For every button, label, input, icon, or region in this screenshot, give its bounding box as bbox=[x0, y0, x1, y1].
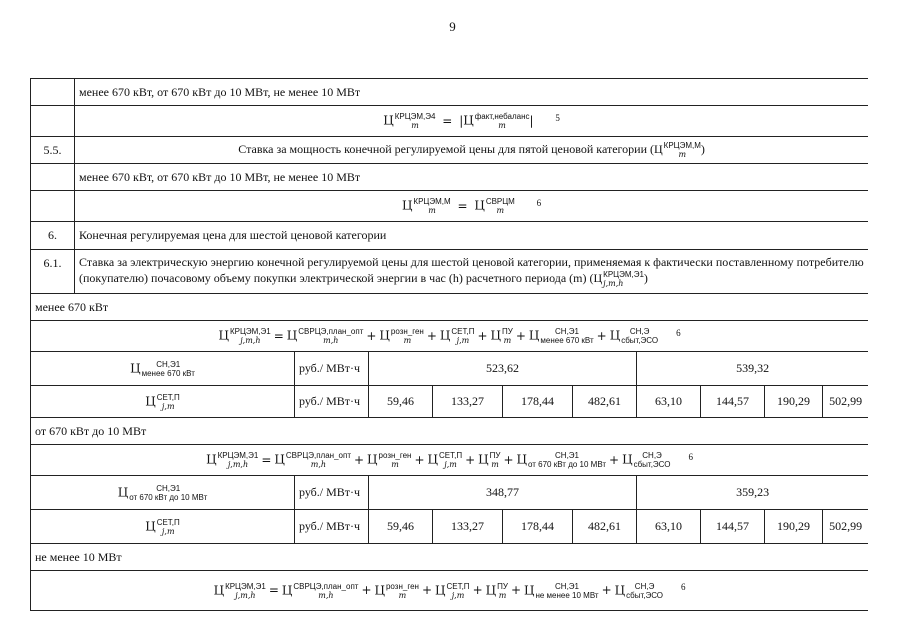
section-number: 5.5. bbox=[31, 137, 75, 164]
table-row bbox=[31, 106, 869, 137]
footnote-mark: 6 bbox=[536, 197, 542, 208]
section-title: Конечная регулируемая цена для шестой ценовой категории bbox=[75, 222, 869, 250]
tariff-table-frame bbox=[30, 78, 868, 612]
table-row bbox=[31, 571, 869, 611]
symbol-cell: Ц СЕТ,П j,m bbox=[31, 386, 295, 418]
unit-cell: руб./ МВт·ч bbox=[295, 476, 369, 510]
value-cell: 63,10 bbox=[637, 386, 701, 418]
value-cell: 178,44 bbox=[503, 510, 573, 544]
section-title: Ставка за мощность конечной регулируемой цены для пятой ценовой категории (Ц КРЦЭМ,М m ) bbox=[75, 137, 869, 164]
page-number: 9 bbox=[449, 19, 456, 34]
value-cell: 502,99 bbox=[823, 510, 869, 544]
section-number: 6.1. bbox=[31, 250, 75, 294]
footnote-mark: 6 bbox=[681, 582, 686, 592]
value-cell: 190,29 bbox=[765, 386, 823, 418]
table-row bbox=[31, 321, 869, 352]
row-number-cell bbox=[31, 191, 75, 222]
footnote-mark: 5 bbox=[555, 112, 560, 123]
value-cell: 133,27 bbox=[433, 510, 503, 544]
table-row bbox=[31, 191, 869, 222]
value-cell: 190,29 bbox=[765, 510, 823, 544]
value-cell: 502,99 bbox=[823, 386, 869, 418]
table-row bbox=[31, 222, 869, 250]
value-cell: 63,10 bbox=[637, 510, 701, 544]
table-row bbox=[31, 445, 869, 476]
table-row bbox=[31, 250, 869, 294]
value-cell: 359,23 bbox=[637, 476, 869, 510]
group-label: менее 670 кВт bbox=[31, 294, 869, 321]
symbol-cell: Ц СН,Э1 менее 670 кВт bbox=[31, 352, 295, 386]
table-row bbox=[31, 418, 869, 445]
section-title: Ставка за электрическую энергию конечной регулируемой цены для шестой ценовой категории, применяемая к фактически поставленному потребителю (покупателю) почасовому объему покупки электрической энергии в час (h) расчетного периода (m) (Ц КРЦЭМ,Э1 j,m,h ) bbox=[75, 250, 869, 294]
value-cell: 178,44 bbox=[503, 386, 573, 418]
group-label: от 670 кВт до 10 МВт bbox=[31, 418, 869, 445]
table-row bbox=[31, 386, 869, 418]
footnote-mark: 6 bbox=[676, 327, 681, 338]
table-row bbox=[31, 544, 869, 571]
unit-cell: руб./ МВт·ч bbox=[295, 352, 369, 386]
group-label: не менее 10 МВт bbox=[31, 544, 869, 571]
row-number-cell bbox=[31, 106, 75, 137]
text-cell: менее 670 кВт, от 670 кВт до 10 МВт, не менее 10 МВт bbox=[75, 164, 869, 191]
value-cell: 144,57 bbox=[701, 510, 765, 544]
unit-cell: руб./ МВт·ч bbox=[295, 510, 369, 544]
footnote-mark: 6 bbox=[688, 451, 693, 462]
row-number-cell bbox=[31, 79, 75, 106]
symbol-cell: Ц СН,Э1 от 670 кВт до 10 МВт bbox=[31, 476, 295, 510]
value-cell: 482,61 bbox=[573, 386, 637, 418]
formula-m: Ц КРЦЭМ,М m = Ц СВРЦМ m $^6$ bbox=[75, 191, 869, 222]
table-row bbox=[31, 294, 869, 321]
value-cell: 133,27 bbox=[433, 386, 503, 418]
table-row bbox=[31, 137, 869, 164]
table-row bbox=[31, 79, 869, 106]
value-cell: 523,62 bbox=[369, 352, 637, 386]
row-number-cell bbox=[31, 164, 75, 191]
formula-e1-group-1: Ц КРЦЭМ,Э1 j,m,h = Ц СВРЦЭ,план_опт m,h + Ц розн_ген m + Ц СЕТ,П j,m + Ц ПУ m + Ц СН,Э1 менее 670 кВт + Ц СН,Э сбыт,ЭСО $^6$ bbox=[31, 321, 869, 352]
table-row bbox=[31, 164, 869, 191]
table-row bbox=[31, 510, 869, 544]
text-cell: менее 670 кВт, от 670 кВт до 10 МВт, не менее 10 МВт bbox=[75, 79, 869, 106]
formula-e1-group-3: Ц КРЦЭМ,Э1 j,m,h = Ц СВРЦЭ,план_опт m,h + Ц розн_ген m + Ц СЕТ,П j,m + Ц ПУ m + Ц СН,Э1 не менее 10 МВт + Ц СН,Э сбыт,ЭСО $^6$ bbox=[31, 571, 869, 611]
tariff-table bbox=[30, 78, 868, 611]
value-cell: 59,46 bbox=[369, 510, 433, 544]
table-row bbox=[31, 476, 869, 510]
value-cell: 539,32 bbox=[637, 352, 869, 386]
section-number: 6. bbox=[31, 222, 75, 250]
value-cell: 59,46 bbox=[369, 386, 433, 418]
value-cell: 482,61 bbox=[573, 510, 637, 544]
symbol-cell: Ц СЕТ,П j,m bbox=[31, 510, 295, 544]
value-cell: 348,77 bbox=[369, 476, 637, 510]
formula-e1-group-2: Ц КРЦЭМ,Э1 j,m,h = Ц СВРЦЭ,план_опт m,h + Ц розн_ген m + Ц СЕТ,П j,m + Ц ПУ m + Ц СН,Э1 от 670 кВт до 10 МВт + Ц СН,Э сбыт,ЭСО $^6$ bbox=[31, 445, 869, 476]
unit-cell: руб./ МВт·ч bbox=[295, 386, 369, 418]
formula-e4: Ц КРЦЭМ,Э4 m = |Ц факт,небаланс m | $^5$ bbox=[75, 106, 869, 137]
table-row bbox=[31, 352, 869, 386]
value-cell: 144,57 bbox=[701, 386, 765, 418]
